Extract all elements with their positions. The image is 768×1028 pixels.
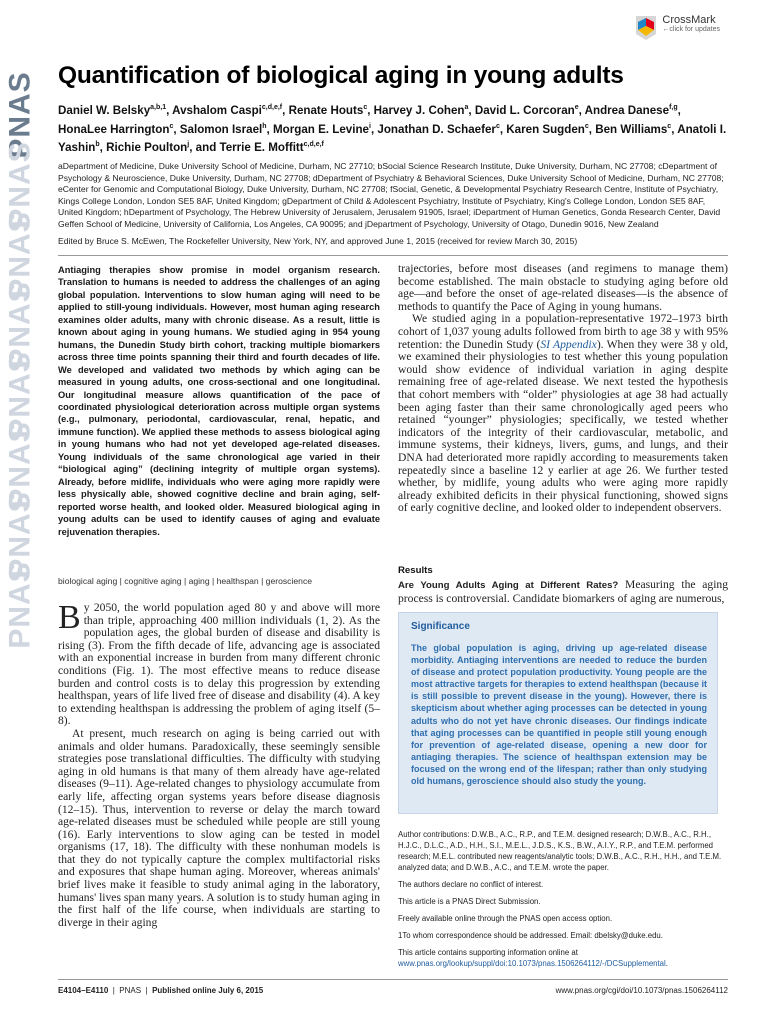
submission-note: This article is a PNAS Direct Submission. bbox=[398, 897, 541, 906]
footer-sep-2: | bbox=[143, 986, 150, 995]
results-subheading: Are Young Adults Aging at Different Rates? bbox=[398, 580, 619, 591]
results-heading: Results bbox=[398, 565, 433, 576]
si-appendix-link[interactable]: SI Appendix bbox=[540, 337, 597, 351]
significance-body: The global population is aging, driving up age-related disease morbidity. Antiaging interventions are needed to reduce the burden of disease and protect population productivity. Young people are the most attractive targets for therapies to extend healthspan (because it is still possible to prevent disease in the young). However, there is skepticism about whether aging processes can be detected in young adults who do not yet have chronic diseases. Our findings indicate that aging processes can be quantified in people still young enough for prevention of age-related disease, opening a new door for antiaging therapies. The science of healthspan extension may be focused on the wrong end of the lifespan; rather than only studying old humans, geroscience should also study the young. bbox=[411, 643, 707, 787]
page-footer bbox=[58, 986, 728, 995]
correspondence-note: 1To whom correspondence should be addressed. Email: dbelsky@duke.edu. bbox=[398, 931, 663, 940]
affiliations: aDepartment of Medicine, Duke University School of Medicine, Durham, NC 27710; bSocial Science Research Institute, Duke University, Durham, NC 27708; cDepartment of Psychology & Neuroscience, Duke University, Durham, NC 27708; dDepartment of Psychiatry & Behavioral Sciences, Duke University School of Medicine, Durham, NC 27708; eCenter for Genomic and Computational Biology, Duke University, Durham, NC 27708; fSocial, Genetic, & Developmental Psychiatry Research Centre, Institute of Psychiatry, Kings College London, London SE5 8AF, United Kingdom; gDepartment of Child & Adolescent Psychiatry, Institute of Psychiatry, King's College London, London SE5 8AF, United Kingdom; hDepartment of Psychology, The Hebrew University of Jerusalem, Jerusalem 91905, Israel; iDepartment of Human Genetics, Gonda Research Center, David Geffen School of Medicine, University of California, Los Angeles, CA 90095; and jDepartment of Psychology, University of Otago, Dunedin 9016, New Zealand bbox=[58, 161, 724, 229]
supporting-info-note bbox=[398, 947, 728, 969]
crossmark-badge[interactable] bbox=[634, 14, 720, 42]
significance-title: Significance bbox=[411, 621, 470, 632]
right-paragraph-2-end: ). When they were 38 y old, we examined their physiologies to test whether this young population would show evidence of individual variation in aging despite remaining free of age-related disease. We next tested the hypothesis that cohort members with “older” physiologies at age 38 had actually been aging faster than their same chronologically aged peers who retained “younger” physiologies; specifically, we tested whether indicators of the integrity of their cardiovascular, metabolic, and immune systems, their kidneys, livers, gums, and lungs, and their DNA had deteriorated more rapidly according to measurements taken repeatedly since a baseline 12 y earlier at age 26. We further tested whether, by midlife, young adults who were aging more rapidly already exhibited deficits in their physical functioning, showed signs of early cognitive decline, and looked older to independent observers. bbox=[398, 337, 728, 515]
right-paragraph-2-start: We studied aging in a population-representative 1972–1973 birth cohort of 1,037 young adults followed from birth to age 38 y with 95% retention: the Dunedin Study ( bbox=[398, 312, 728, 351]
pnas-watermark-6: PNAS bbox=[4, 491, 38, 579]
keywords: biological aging | cognitive aging | aging | healthspan | geroscience bbox=[58, 576, 313, 586]
abstract: Antiaging therapies show promise in model organism research. Translation to humans is needed to address the challenges of an aging global population. Interventions to slow human aging will need to be applied to still-young individuals. However, most human aging research examines older adults, many with chronic disease. As a result, little is known about aging in young humans. We studied aging in 954 young humans, the Dunedin Study birth cohort, tracking multiple biomarkers across three time points spanning their third and fourth decades of life. We developed and validated two methods by which aging can be measured in young adults, one cross-sectional and one longitudinal. Our longitudinal measure allows quantification of the pace of coordinated physiological deterioration across multiple organ systems (e.g., pulmonary, periodontal, cardiovascular, renal, hepatic, and immune function). We applied these methods to assess biological aging in young humans who had not yet developed age-related diseases. Young individuals of the same chronological age varied in their “biological aging” (declining integrity of multiple organ systems). Already, before midlife, individuals who were aging more rapidly were less physically able, showed cognitive decline and brain aging, self-reported worse health, and looked older. Measured biological aging in young adults can be used to identify causes of aging and evaluate rejuvenation therapies. bbox=[58, 265, 380, 537]
footer-sep-1: | bbox=[110, 986, 118, 995]
article-notes bbox=[398, 829, 728, 975]
footer-divider bbox=[58, 979, 728, 980]
drop-cap: B bbox=[58, 599, 81, 636]
footer-left bbox=[58, 986, 263, 995]
pnas-logo: PNAS bbox=[4, 71, 38, 159]
pnas-watermark-7: PNAS bbox=[4, 561, 38, 649]
publication-date: Published online July 6, 2015 bbox=[152, 986, 264, 995]
pnas-watermark-1: PNAS bbox=[4, 141, 38, 229]
right-column-text bbox=[398, 263, 728, 515]
journal-sidebar-watermark bbox=[0, 71, 42, 649]
results-paragraph bbox=[398, 579, 728, 605]
supporting-prefix: This article contains supporting information online at bbox=[398, 948, 578, 957]
conflict-statement: The authors declare no conflict of interest. bbox=[398, 880, 544, 889]
crossmark-sublabel: ←click for updates bbox=[662, 26, 720, 33]
author-list: Daniel W. Belsky$^{a,b,1}$, Avshalom Caspi$^{c,d,e,f}$, Renate Houts$^c$, Harvey J. Cohen$^a$, David L. Corcoran$^e$, Andrea Danese$^{f,g}$, HonaLee Harrington$^c$, Salomon Israel$^h$, Morgan E. Levine$^i$, Jonathan D. Schaefer$^c$, Karen Sugden$^c$, Ben Williams$^c$, Anatoli I. Yashin$^b$, Richie Poulton$^j$, and Terrie E. Moffitt$^{c,d,e,f}$ bbox=[58, 104, 727, 154]
journal-name: PNAS bbox=[119, 986, 142, 995]
right-paragraph-2 bbox=[398, 313, 728, 515]
right-paragraph-1: trajectories, before most diseases (and regimens to manage them) become established. The main obstacle to studying aging before old age—and before the onset of age-related diseases—is the absence of methods to quantify the Pace of Aging in young humans. bbox=[398, 262, 728, 313]
header-divider bbox=[58, 255, 728, 256]
significance-box bbox=[398, 612, 718, 814]
editor-note: Edited by Bruce S. McEwen, The Rockefeller University, New York, NY, and approved June 1, 2015 (received for review March 30, 2015) bbox=[58, 236, 578, 246]
supporting-info-link[interactable]: www.pnas.org/lookup/suppl/doi:10.1073/pnas.1506264112/-/DCSupplemental bbox=[398, 959, 666, 968]
results-text: Measuring the aging process is controversial. Candidate biomarkers of aging are numerous, bbox=[398, 578, 729, 605]
doi-url[interactable]: www.pnas.org/cgi/doi/10.1073/pnas.1506264112 bbox=[555, 986, 728, 995]
pnas-watermark-2: PNAS bbox=[4, 211, 38, 299]
open-access-note: Freely available online through the PNAS open access option. bbox=[398, 914, 613, 923]
pnas-watermark-5: PNAS bbox=[4, 421, 38, 509]
supporting-suffix: . bbox=[665, 959, 668, 968]
page-range: E4104–E4110 bbox=[58, 986, 109, 995]
crossmark-label: CrossMark bbox=[662, 14, 716, 26]
author-contributions: Author contributions: D.W.B., A.C., R.P., and T.E.M. designed research; D.W.B., A.C., R.H., H.J.C., D.L.C., A.D., H.H., S.I., M.E.L., J.D.S., K.S., B.W., A.I.Y., R.P., and T.E.M. performed research; M.E.L. contributed new reagents/analytic tools; D.W.B., A.C., R.H., H.H., and T.E.M. analyzed data; and D.W.B., A.C., and T.E.M. wrote the paper. bbox=[398, 830, 722, 872]
intro-column bbox=[58, 599, 380, 929]
pnas-watermark-4: PNAS bbox=[4, 351, 38, 439]
article-title: Quantification of biological aging in young adults bbox=[58, 62, 624, 89]
crossmark-icon bbox=[634, 14, 658, 42]
intro-paragraph-2: At present, much research on aging is being carried out with animals and older humans. Paradoxically, these seemingly sensible strategies pose translational difficulties. The difficulty with studying aging in old humans is that many of them already have age-related diseases (9–11). Age-related changes to physiology accumulate from early life, affecting organ systems years before disease diagnosis (12–15). Thus, intervention to reverse or delay the march toward age-related diseases must be scheduled while people are still young (16). Early interventions to slow aging can be tested in model organisms (17, 18). The difficulty with these nonhuman models is that they do not typically capture the complex multifactorial risks and exposures that shape human aging. Moreover, whereas animals' brief lives make it feasible to study animal aging in the laboratory, humans' lives span many years. A solution is to study human aging in the first half of the life course, when individuals are starting to diverge in their aging bbox=[58, 726, 380, 929]
intro-paragraph-1: y 2050, the world population aged 80 y and above will more than triple, approaching 400 million individuals (1, 2). As the population ages, the global burden of disease and disability is rising (3). From the fifth decade of life, advancing age is associated with an exponential increase in burden from many different chronic conditions (Fig. 1). The most effective means to reduce disease burden and control costs is to delay this progression by extending healthspan, years of life lived free of disease and disability (4). A key to extending healthspan is addressing the problem of aging itself (5–8). bbox=[58, 601, 380, 728]
pnas-watermark-3: PNAS bbox=[4, 281, 38, 369]
